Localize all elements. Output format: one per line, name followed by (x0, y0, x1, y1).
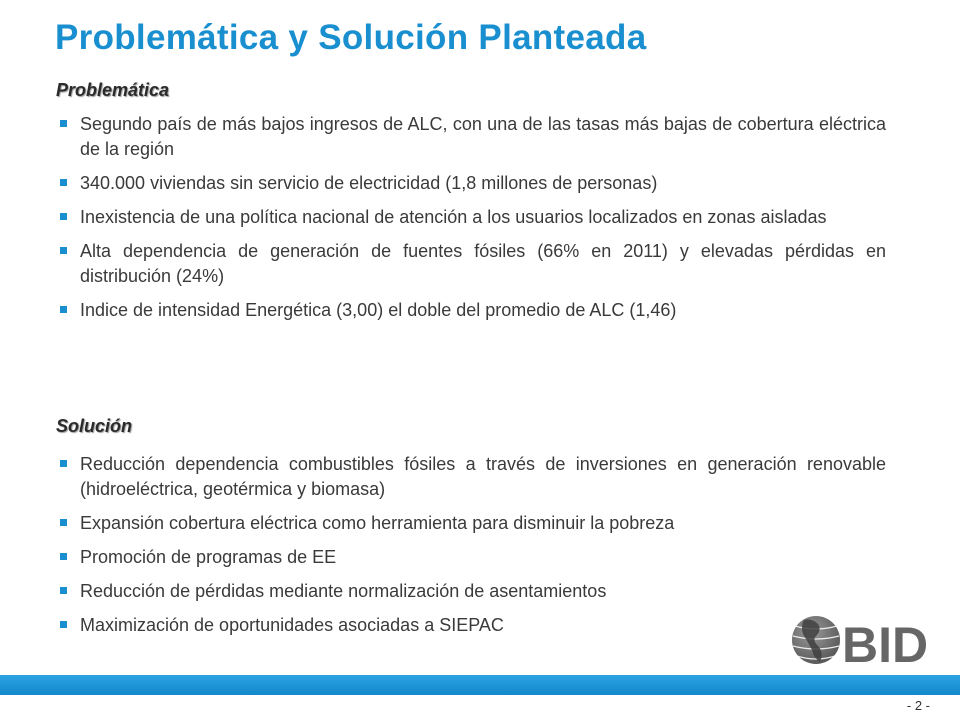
list-item (58, 511, 886, 536)
logo-text: BID (842, 617, 929, 668)
bid-logo (790, 612, 936, 668)
bullet-square-icon (60, 120, 67, 127)
globe-americas-icon (790, 612, 936, 668)
list-item-text: Inexistencia de una política nacional de atención a los usuarios localizados en zonas aisladas (80, 207, 827, 227)
list-item-text: Segundo país de más bajos ingresos de ALC, con una de las tasas más bajas de cobertura eléctrica de la región (80, 114, 886, 159)
list-item-text: Reducción de pérdidas mediante normalización de asentamientos (80, 581, 607, 601)
list-item (58, 579, 886, 604)
footer-bar (0, 675, 960, 695)
bullet-square-icon (60, 247, 67, 254)
solucion-list (58, 452, 886, 647)
list-item (58, 613, 886, 638)
bullet-square-icon (60, 519, 67, 526)
list-item (58, 171, 886, 196)
list-item (58, 452, 886, 502)
list-item-text: Maximización de oportunidades asociadas a SIEPAC (80, 615, 504, 635)
list-item (58, 545, 886, 570)
list-item (58, 239, 886, 289)
list-item-text: Indice de intensidad Energética (3,00) el doble del promedio de ALC (1,46) (80, 300, 677, 320)
bullet-square-icon (60, 621, 67, 628)
list-item-text: Promoción de programas de EE (80, 547, 337, 567)
page-number: - 2 - (906, 698, 930, 713)
bullet-square-icon (60, 553, 67, 560)
problematica-list (58, 112, 886, 332)
list-item (58, 205, 886, 230)
list-item-text: Reducción dependencia combustibles fósiles a través de inversiones en generación renovable (hidroeléctrica, geotérmica y biomasa) (80, 454, 886, 499)
bullet-square-icon (60, 179, 67, 186)
problematica-heading: Problemática (56, 80, 170, 100)
list-item-text: Alta dependencia de generación de fuentes fósiles (66% en 2011) y elevadas pérdidas en distribución (24%) (80, 241, 886, 286)
slide-title: Problemática y Solución Planteada (55, 18, 647, 57)
list-item (58, 298, 886, 323)
bullet-square-icon (60, 587, 67, 594)
solucion-heading: Solución (56, 416, 132, 436)
list-item (58, 112, 886, 162)
bullet-square-icon (60, 213, 67, 220)
bullet-square-icon (60, 460, 67, 467)
list-item-text: Expansión cobertura eléctrica como herramienta para disminuir la pobreza (80, 513, 675, 533)
bullet-square-icon (60, 306, 67, 313)
list-item-text: 340.000 viviendas sin servicio de electricidad (1,8 millones de personas) (80, 173, 658, 193)
